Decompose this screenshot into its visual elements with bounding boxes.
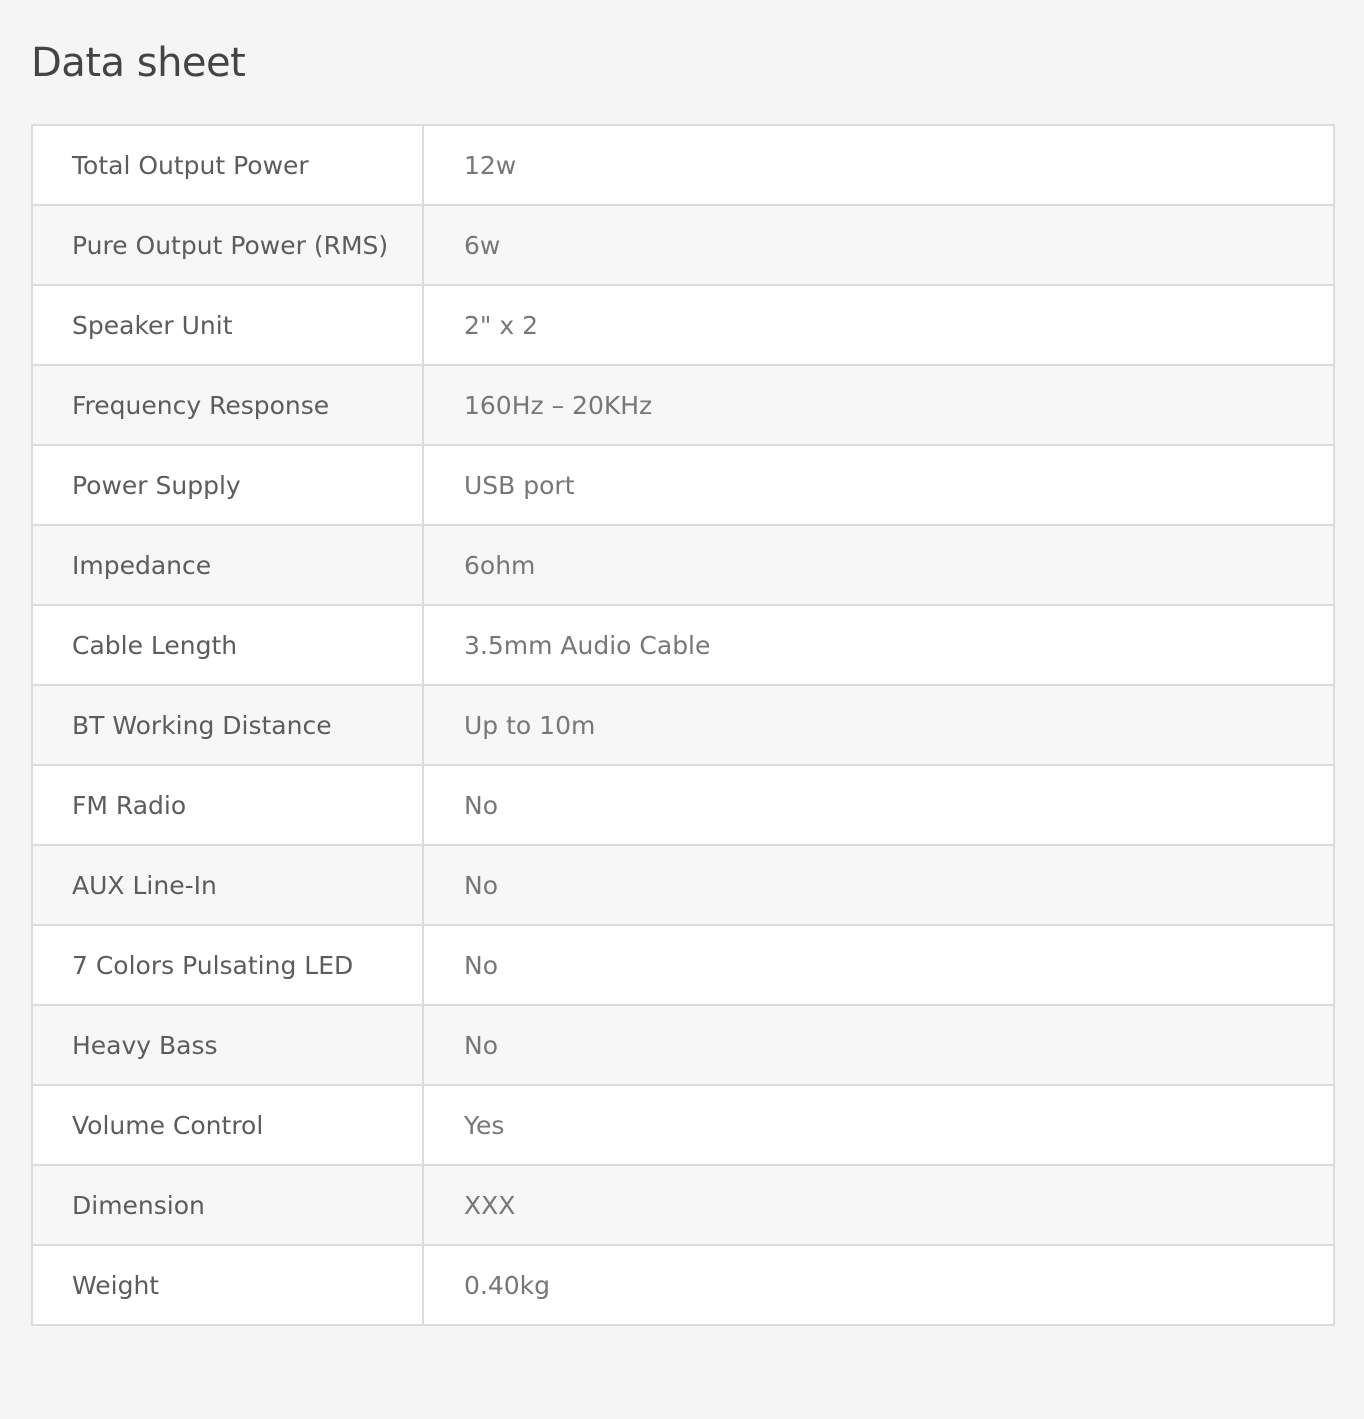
spec-label: Speaker Unit [32, 285, 423, 365]
spec-value: 160Hz – 20KHz [423, 365, 1334, 445]
spec-value: USB port [423, 445, 1334, 525]
spec-value: 3.5mm Audio Cable [423, 605, 1334, 685]
spec-value: 6w [423, 205, 1334, 285]
page-title: Data sheet [31, 40, 246, 86]
spec-label: Cable Length [32, 605, 423, 685]
table-row [32, 205, 1334, 285]
table-row [32, 365, 1334, 445]
spec-value: 2" x 2 [423, 285, 1334, 365]
table-row [32, 125, 1334, 205]
spec-label: Pure Output Power (RMS) [32, 205, 423, 285]
table-row [32, 685, 1334, 765]
table-row [32, 925, 1334, 1005]
spec-value: No [423, 765, 1334, 845]
spec-label: Weight [32, 1245, 423, 1325]
spec-value: 0.40kg [423, 1245, 1334, 1325]
table-row [32, 1005, 1334, 1085]
spec-value: No [423, 925, 1334, 1005]
spec-label: Heavy Bass [32, 1005, 423, 1085]
spec-value: 12w [423, 125, 1334, 205]
spec-label: Dimension [32, 1165, 423, 1245]
spec-value: Up to 10m [423, 685, 1334, 765]
spec-label: 7 Colors Pulsating LED [32, 925, 423, 1005]
spec-label: BT Working Distance [32, 685, 423, 765]
spec-label: Total Output Power [32, 125, 423, 205]
table-row [32, 1085, 1334, 1165]
spec-value: Yes [423, 1085, 1334, 1165]
spec-label: AUX Line-In [32, 845, 423, 925]
table-row [32, 525, 1334, 605]
table-row [32, 445, 1334, 525]
spec-value: No [423, 845, 1334, 925]
table-row [32, 1165, 1334, 1245]
spec-label: Frequency Response [32, 365, 423, 445]
table-row [32, 845, 1334, 925]
data-sheet-table [31, 124, 1335, 1326]
spec-label: Power Supply [32, 445, 423, 525]
table-row [32, 285, 1334, 365]
spec-label: FM Radio [32, 765, 423, 845]
spec-value: XXX [423, 1165, 1334, 1245]
spec-label: Impedance [32, 525, 423, 605]
table-row [32, 765, 1334, 845]
spec-value: 6ohm [423, 525, 1334, 605]
table-row [32, 605, 1334, 685]
spec-label: Volume Control [32, 1085, 423, 1165]
spec-value: No [423, 1005, 1334, 1085]
table-row [32, 1245, 1334, 1325]
